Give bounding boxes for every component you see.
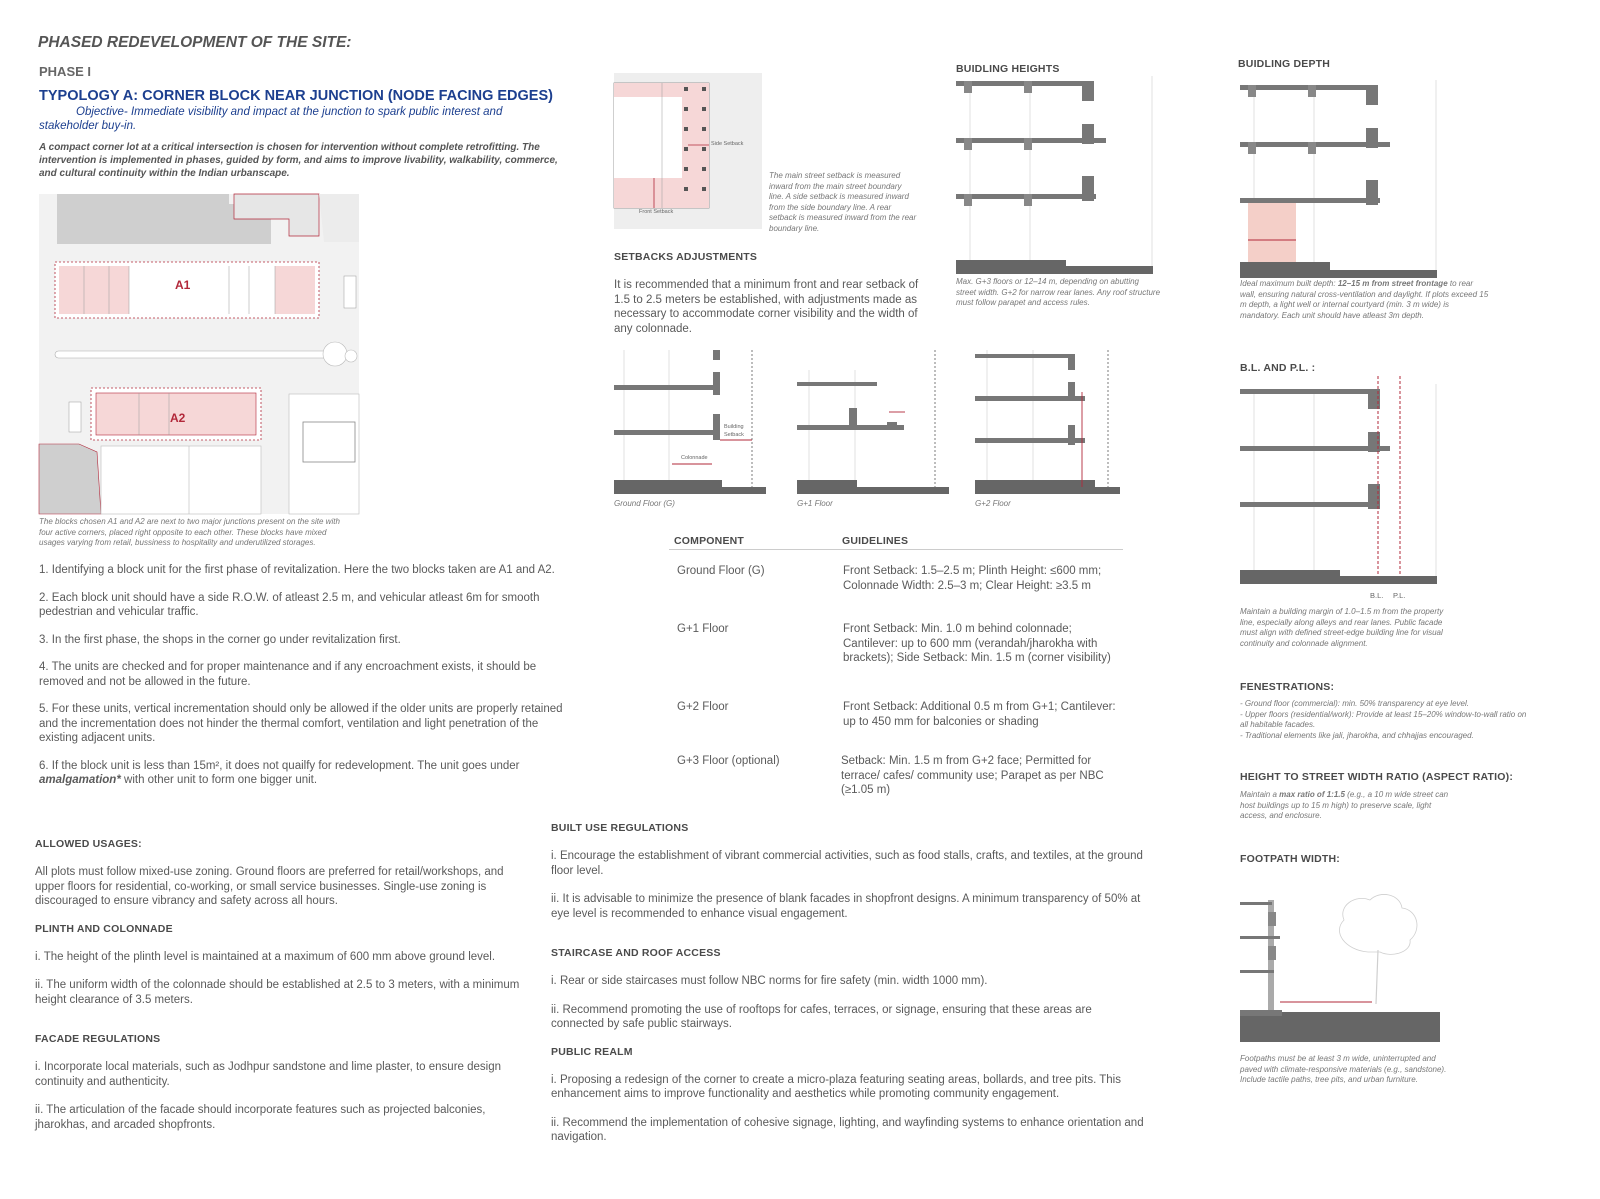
steps-list [39,563,569,788]
depth-title: BUIDLING DEPTH [1238,58,1331,70]
phase-label: PHASE I [39,64,92,79]
step-5: 5. For these units, vertical incrementation should only be allowed if the older units are properly retained and the incrementation does not hinder the thermal comfort, ventilation and light penetration of the existing adjacent units. [39,703,563,744]
site-label-a2: A2 [170,411,186,425]
setback-plan [614,73,762,229]
pl-label: P.L. [1393,591,1406,600]
regulations-middle [551,822,1146,1145]
g1-floor-caption: G+1 Floor [797,499,833,508]
plinth-ii: ii. The uniform width of the colonnade should be established at 2.5 to 3 meters, with a minimum height clearance of 3.5 meters. [35,979,520,1006]
depth-section [1240,80,1440,278]
site-plan-caption: The blocks chosen A1 and A2 are next to two major junctions present on the site with four active corners, placed right opposite to each other. These blocks have mixed usages varying from retail, bussiness to hospitality and underutilized storages. [39,517,340,547]
objective-text: Objective- Immediate visibility and impact at the junction to spark public interest and stakeholder buy-in. [39,106,503,132]
public-realm-i: i. Proposing a redesign of the corner to create a micro-plaza featuring seating areas, bollards, and tree pits. This enhancement aims to improve functionality and aesthetics while promoting community engagement. [551,1073,1121,1100]
allowed-body: All plots must follow mixed-use zoning. Ground floors are preferred for retail/workshops, and upper floors for residential, co-working, or small service businesses. Single-use zoning is discouraged to ensure vibrancy and safety across all hours. [35,866,504,907]
built-use-title: BUILT USE REGULATIONS [551,822,689,834]
section-g2-floor [975,350,1125,495]
ground-floor-caption: Ground Floor (G) [614,499,675,508]
setbacks-body: It is recommended that a minimum front and rear setback of 1.5 to 2.5 meters be established, with adjustments made as necessary to accommodate corner visibility and the width of any colonnade. [614,279,919,335]
section-g1-floor [797,350,952,495]
aspect-caption: Maintain a max ratio of 1:1.5 (e.g., a 10 m wide street can host buildings up to 15 m high) to preserve scale, light access, and enclosure. [1240,790,1449,820]
facade-title: FACADE REGULATIONS [35,1033,161,1045]
step-3: 3. In the first phase, the shops in the corner go under revitalization first. [39,633,401,646]
public-realm-title: PUBLIC REALM [551,1045,633,1058]
table-row-g3-guideline: Setback: Min. 1.5 m from G+2 face; Permitted for terrace/ cafes/ community use; Parapet as per NBC (≥1.05 m) [841,755,1104,796]
built-use-i: i. Encourage the establishment of vibrant commercial activities, such as food stalls, crafts, and textiles, at the ground floor level. [551,850,1143,877]
side-setback-label: Side Setback [711,141,744,147]
regulations-left [35,838,535,1132]
table-header-component: COMPONENT [674,535,745,547]
intro-text: A compact corner lot at a critical intersection is chosen for intervention without complete retrofitting. The intervention is implemented in phases, guided by form, and aims to improve livability, walkability, commerce, and cultural continuity within the Indian urbanscape. [39,142,558,179]
footpath-caption: Footpaths must be at least 3 m wide, uninterrupted and paved with climate-responsive materials (e.g., sandstone). Include tactile paths, tree pits, and urban furniture. [1240,1054,1447,1084]
setback-plan-caption: The main street setback is measured inward from the main street boundary line. A side setback is measured inward from the side boundary line. A rear setback is measured inward from the rear boundary line. [769,171,917,233]
heights-title: BUIDLING HEIGHTS [956,63,1060,75]
plinth-i: i. The height of the plinth level is maintained at a maximum of 600 mm above ground level. [35,950,496,963]
allowed-title: ALLOWED USAGES: [35,838,142,850]
site-plan [39,194,359,514]
step-2: 2. Each block unit should have a side R.O.W. of atleast 2.5 m, and vehicular atleast 6m for smooth pedestrian and vehicular traffic. [39,591,540,618]
g2-floor-caption: G+2 Floor [975,499,1011,508]
colonnade-label: Colonnade [681,455,708,461]
footpath-title: FOOTPATH WIDTH: [1240,853,1341,865]
staircase-title: STAIRCASE AND ROOF ACCESS [551,947,721,959]
staircase-i: i. Rear or side staircases must follow NBC norms for fire safety (min. width 1000 mm). [551,975,988,987]
aspect-title: HEIGHT TO STREET WIDTH RATIO (ASPECT RATIO): [1240,771,1514,783]
step-4: 4. The units are checked and for proper maintenance and if any encroachment exists, it should be removed and not be allowed in the future. [39,661,537,688]
table-row-g3-component: G+3 Floor (optional) [677,755,780,767]
step-6: 6. If the block unit is less than 15m², it does not quailfy for redevelopment. The unit goes under amalgamation* with other unit to form one bigger unit. [39,759,520,786]
table-row-g1-guideline: Front Setback: Min. 1.0 m behind colonnade; Cantilever: up to 600 mm (verandah/jharokha with brackets); Side Setback: Min. 1.5 m (corner visibility) [843,623,1111,664]
fenestration-line-2: - Upper floors (residential/work): Provide at least 15–20% window-to-wall ratio on all habitable facades. [1240,709,1527,729]
heights-section [956,76,1156,274]
built-use-ii: ii. It is advisable to minimize the presence of blank facades in shopfront designs. A minimum transparency of 50% at eye level is recommended to enhance visual engagement. [551,893,1141,920]
blpl-title: B.L. AND P.L. : [1240,362,1316,374]
plinth-title: PLINTH AND COLONNADE [35,922,173,935]
site-label-a1: A1 [175,278,191,292]
table-row-ground-guideline: Front Setback: 1.5–2.5 m; Plinth Height: ≤600 mm; Colonnade Width: 2.5–3 m; Clear Height: ≥3.5 m [843,565,1102,592]
setbacks-title: SETBACKS ADJUSTMENTS [614,251,758,263]
footpath-section [1240,892,1444,1044]
facade-i: i. Incorporate local materials, such as Jodhpur sandstone and lime plaster, to ensure design continuity and authenticity. [35,1061,502,1088]
bl-label: B.L. [1370,591,1384,600]
fenestration-line-1: - Ground floor (commercial): min. 50% transparency at eye level. [1240,699,1469,708]
building-setback-label: Building Setback [724,424,744,438]
table-row-g1-component: G+1 Floor [677,623,729,635]
table-header-rule [669,549,1123,550]
main-title: PHASED REDEVELOPMENT OF THE SITE: [38,34,352,51]
blpl-caption: Maintain a building margin of 1.0–1.5 m from the property line, especially along alleys and rear lanes. Public facade must align with defined street-edge building line for visual continuity and colonnade alignment. [1240,607,1444,648]
typology-title: TYPOLOGY A: CORNER BLOCK NEAR JUNCTION (NODE FACING EDGES) [39,88,553,104]
fenestration-line-3: - Traditional elements like jali, jharokha, and chhajjas encouraged. [1240,730,1474,740]
blpl-section [1240,384,1440,586]
fenestrations-title: FENESTRATIONS: [1240,681,1335,693]
depth-caption: Ideal maximum built depth: 12–15 m from street frontage to rear wall, ensuring natural cross-ventilation and daylight. If plots exceed 15 m depth, a light well or internal courtyard (min. 3 m wide) is mandatory. Each unit should have atleast 3m depth. [1240,279,1489,320]
staircase-ii: ii. Recommend promoting the use of rooftops for cafes, terraces, or signage, ensuring that these areas are connected by safe public stairways. [551,1003,1092,1030]
heights-caption: Max. G+3 floors or 12–14 m, depending on abutting street width. G+2 for narrow rear lanes. Any roof structure must follow parapet and access rules. [956,277,1161,307]
table-row-ground-component: Ground Floor (G) [677,565,765,577]
public-realm-ii: ii. Recommend the implementation of cohesive signage, lighting, and wayfinding systems to enhance orientation and navigation. [551,1116,1144,1143]
facade-ii: ii. The articulation of the facade should incorporate features such as projected balconies, jharokhas, and arcaded shopfronts. [35,1104,486,1131]
table-row-g2-component: G+2 Floor [677,701,729,713]
fenestrations-list [1240,699,1530,741]
table-header-guidelines: GUIDELINES [842,535,909,547]
table-row-g2-guideline: Front Setback: Additional 0.5 m from G+1; Cantilever: up to 450 mm for balconies or shading [843,701,1116,728]
front-setback-label: Front Setback [639,209,674,215]
step-1: 1. Identifying a block unit for the first phase of revitalization. Here the two blocks taken are A1 and A2. [39,564,555,576]
